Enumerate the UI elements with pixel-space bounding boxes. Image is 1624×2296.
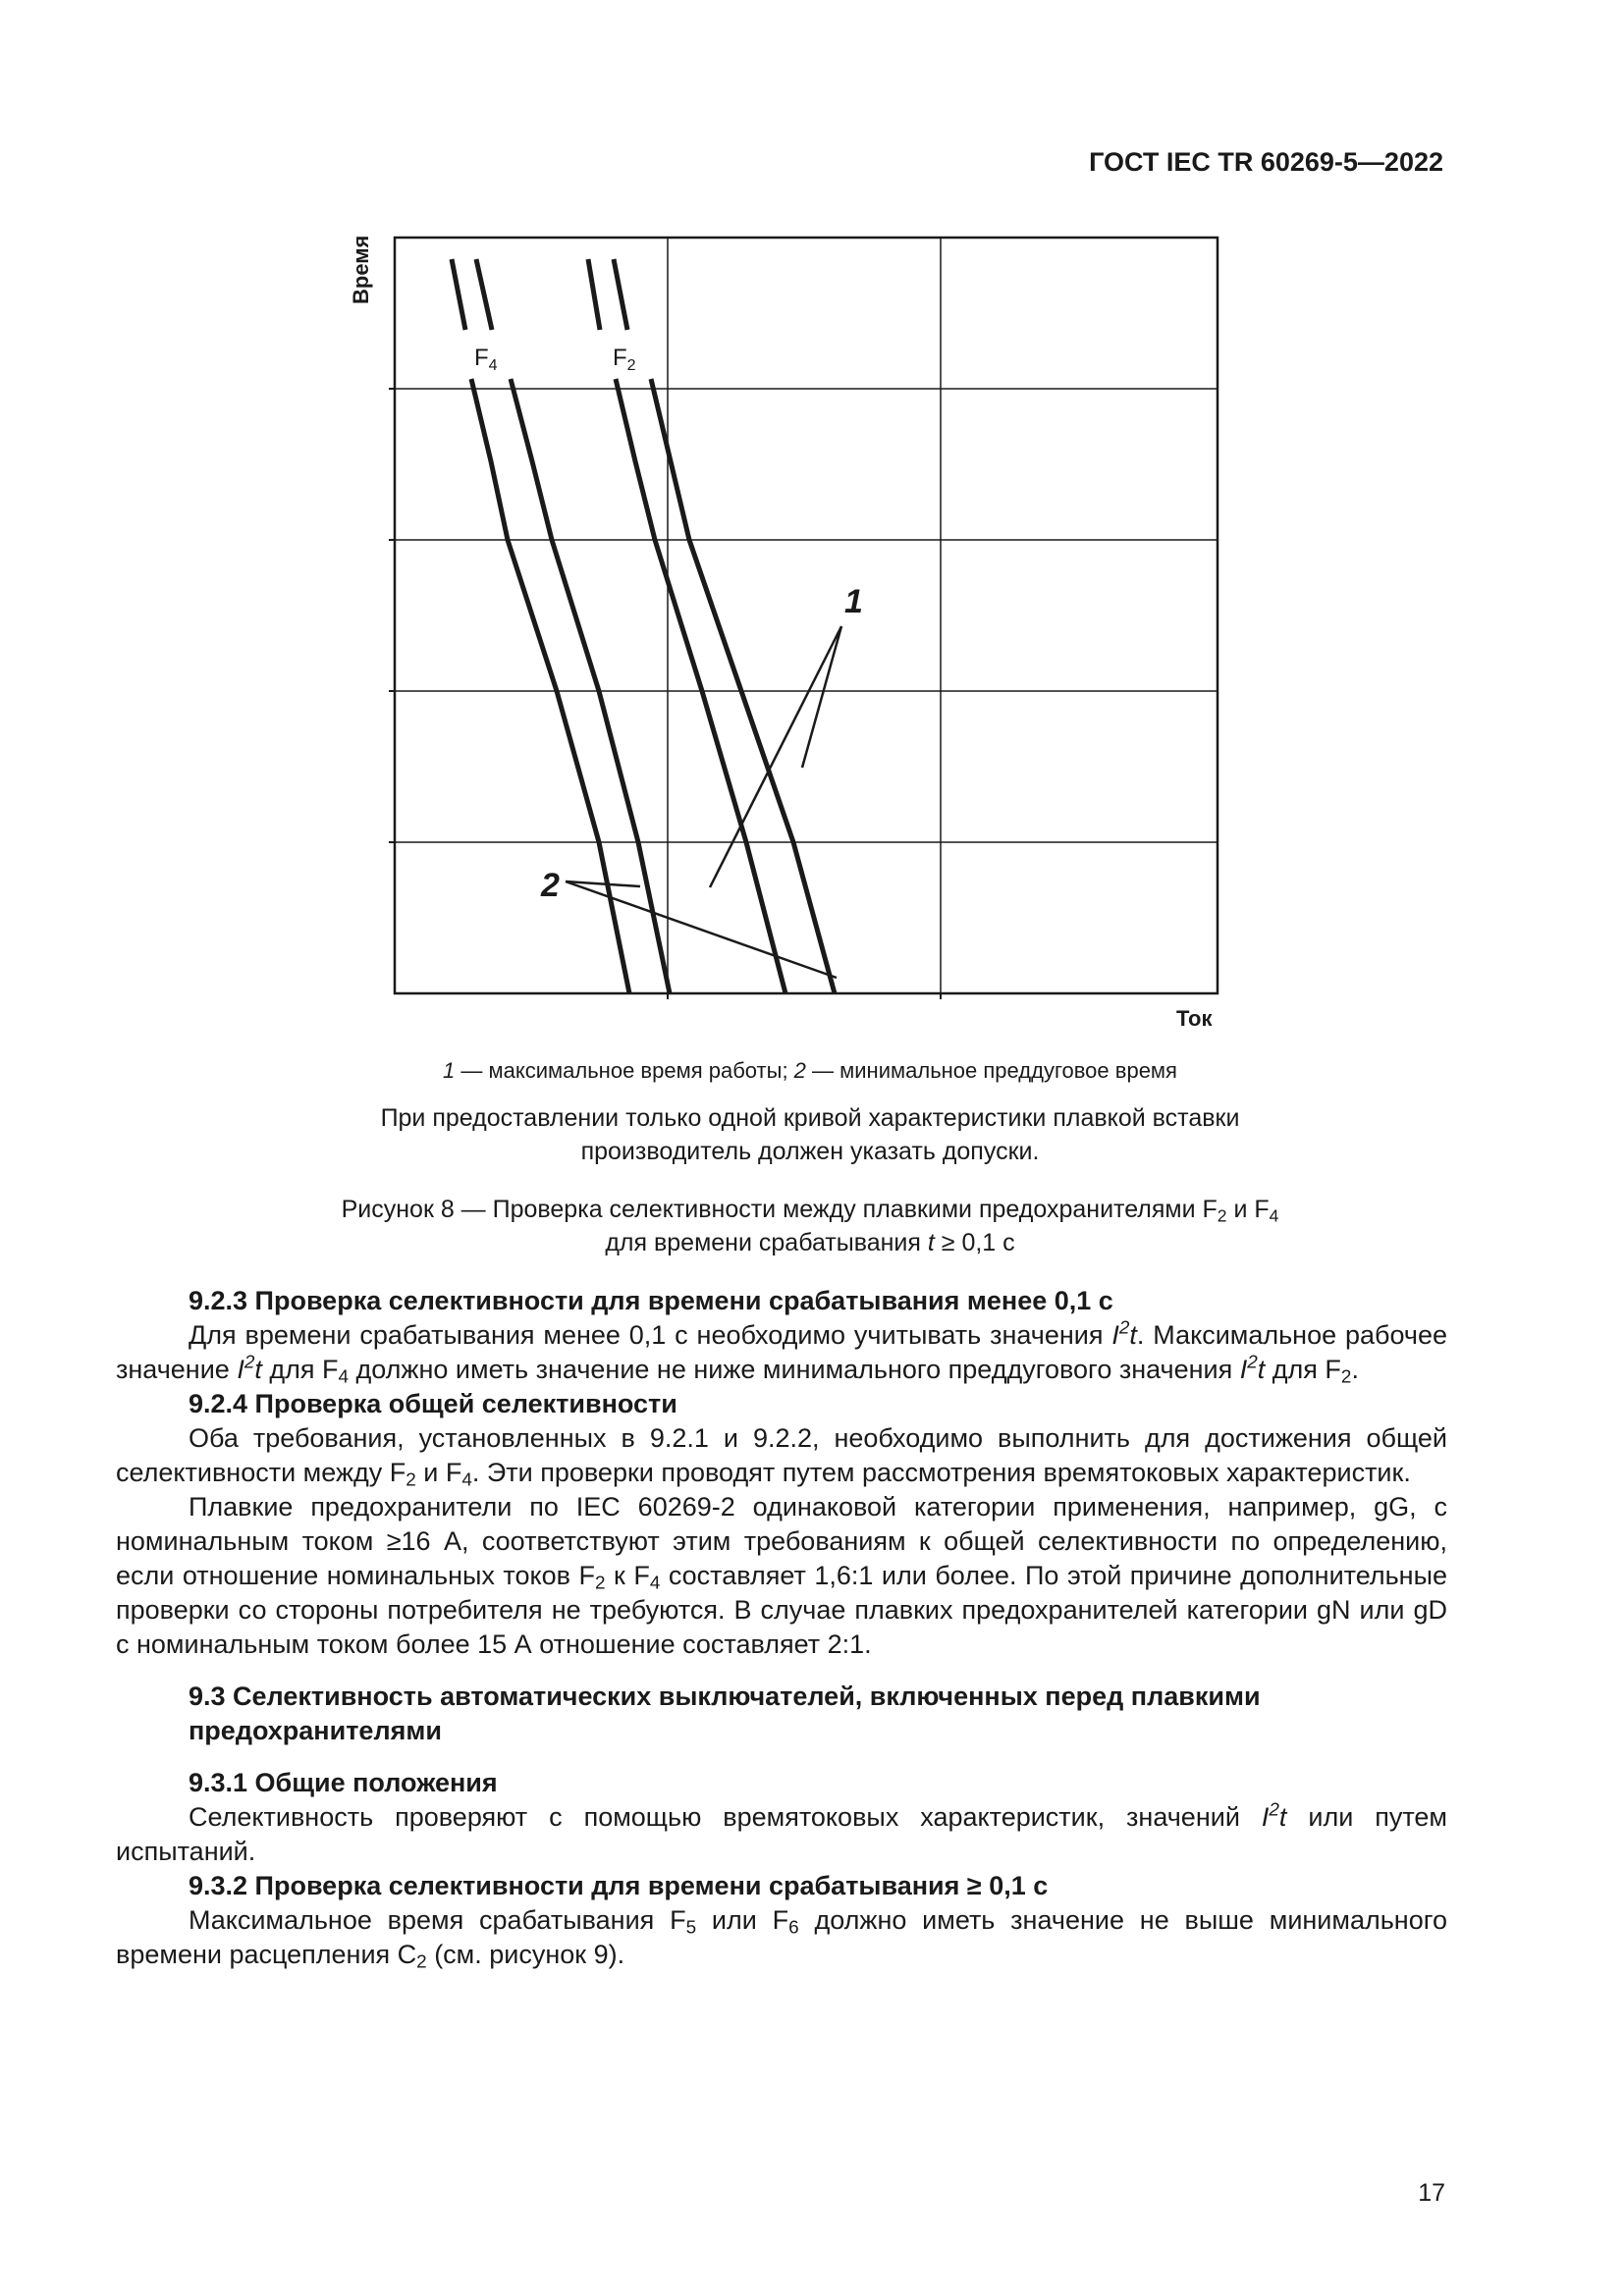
body-text xyxy=(116,1284,1447,1972)
figure-caption: Рисунок 8 — Проверка селективности между плавкими предохранителями $F_2$ и $F_4$ для времени срабатывания t ≥ 0,1 с xyxy=(341,1196,1279,1256)
section-9-2-3-paragraph: Для времени срабатывания менее 0,1 с необходимо учитывать значения $I^2t$. Максимальное рабочее значение $I^2t$ для $F_4$ должно иметь значение не ниже минимального преддугового значения $I^2t$ для $F_2$. xyxy=(116,1317,1448,1388)
callout-1-leader-a xyxy=(710,626,841,887)
section-9-3-heading: 9.3 Селективность автоматических выключателей, включенных перед плавкими предохранителями xyxy=(189,1682,1261,1745)
figure-8 xyxy=(324,226,1257,1041)
curve-f4-break-left xyxy=(452,259,465,330)
section-9-3-1-heading: 9.3.1 Общие положения xyxy=(189,1768,498,1797)
section-9-3-1-paragraph: Селективность проверяют с помощью времятоковых характеристик, значений $I^2t$ или путем испытаний. xyxy=(116,1799,1447,1866)
callout-1-label: 1 xyxy=(844,583,863,620)
figure-legend: 1 — максимальное время работы; 2 — минимальное преддуговое время xyxy=(443,1058,1177,1083)
callout-2-label: 2 xyxy=(541,867,560,904)
section-9-3-2-heading: 9.3.2 Проверка селективности для времени срабатывания ≥ 0,1 с xyxy=(189,1871,1049,1900)
callout-1-leader-b xyxy=(802,626,841,768)
label-f2: $F_2$ xyxy=(613,345,636,374)
curve-f4-break-right xyxy=(476,259,492,330)
page-number: 17 xyxy=(1418,2179,1445,2207)
label-f4: $F_4$ xyxy=(474,345,498,374)
time-current-chart xyxy=(324,226,1257,1041)
y-axis-label: Время xyxy=(349,235,373,304)
curve-f4-max-operating xyxy=(511,379,670,993)
curve-f2-break-left xyxy=(588,259,600,330)
curve-f2-min-prearc xyxy=(616,379,785,993)
document-header: ГОСТ IEC TR 60269-5—2022 xyxy=(1089,147,1443,177)
section-9-2-4-heading: 9.2.4 Проверка общей селективности xyxy=(189,1389,677,1418)
section-9-2-3-heading: 9.2.3 Проверка селективности для времени срабатывания менее 0,1 с xyxy=(189,1286,1113,1315)
curve-f2-break-right xyxy=(614,259,627,330)
figure-note: При предоставлении только одной кривой характеристики плавкой вставки производитель должен указать допуски. xyxy=(380,1104,1240,1165)
section-9-3-2-paragraph: Максимальное время срабатывания $F_5$ или $F_6$ должно иметь значение не выше минимального времени расцепления $C_2$ (см. рисунок 9). xyxy=(116,1905,1447,1973)
section-9-2-4-paragraph-1: Оба требования, установленных в 9.2.1 и 9.2.2, необходимо выполнить для достижения общей селективности между $F_2$ и $F_4$. Эти проверки проводят путем рассмотрения времятоковых характеристик. xyxy=(116,1423,1447,1491)
section-9-2-4-paragraph-2: Плавкие предохранители по IEC 60269-2 одинаковой категории применения, например, gG, с номинальным током ≥16 А, соответствуют этим требованиям к общей селективности по определению, если отношение номинальных токов $F_2$ к $F_4$ составляет 1,6:1 или более. По этой причине дополнительные проверки со стороны потребителя не требуются. В случае плавких предохранителей категории gN или gD с номинальным током более 15 А отношение составляет 2:1. xyxy=(116,1492,1447,1659)
callout-2-leader-b xyxy=(566,881,837,978)
x-axis-label: Ток xyxy=(1176,1006,1213,1031)
curve-f2-max-operating xyxy=(651,379,835,993)
